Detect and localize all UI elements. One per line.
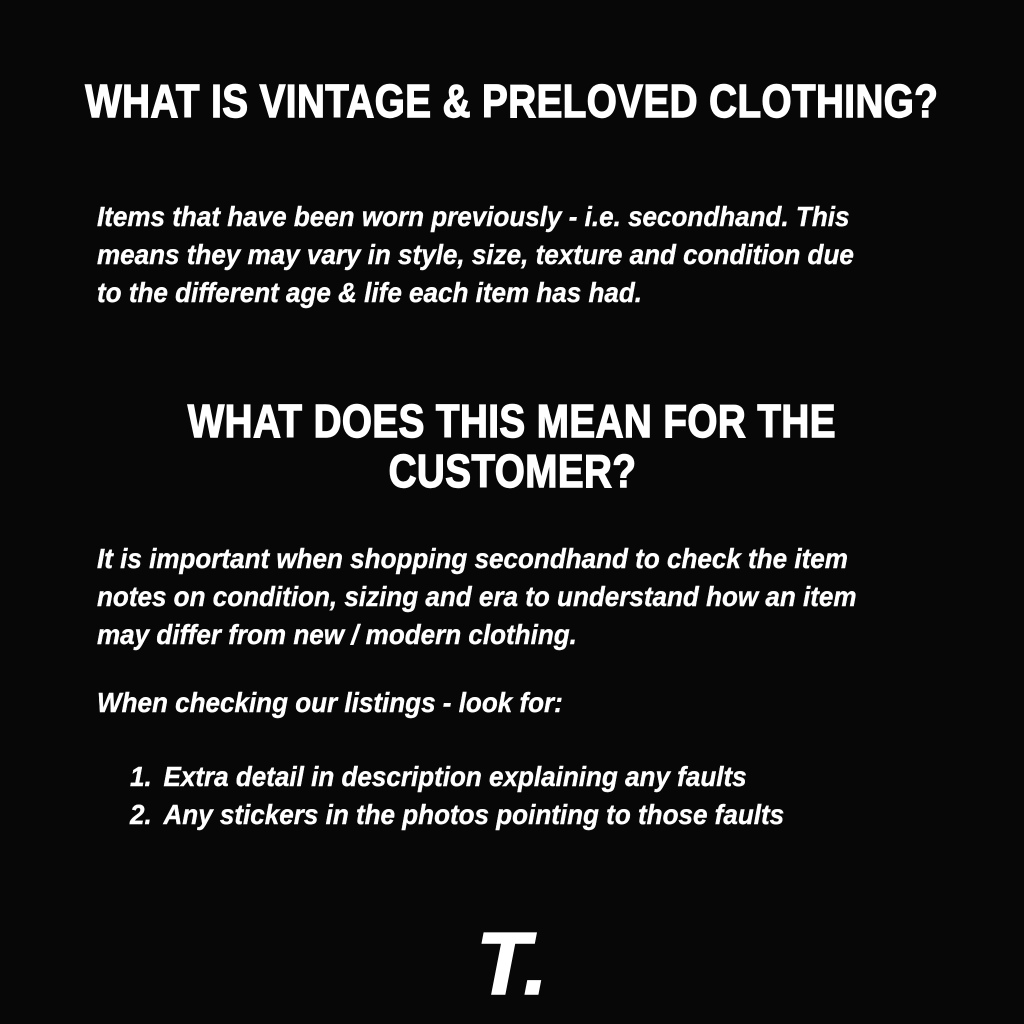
list-intro-text: When checking our listings - look for:: [97, 687, 563, 718]
paragraph-line: Items that have been worn previously - i.e. secondhand. This: [97, 201, 850, 232]
paragraph-line: to the different age & life each item has had.: [97, 277, 643, 308]
list-text: Any stickers in the photos pointing to those faults: [163, 799, 785, 830]
intro-paragraph: [97, 198, 959, 312]
list-number: 1.: [130, 761, 152, 792]
list-item: [130, 796, 961, 834]
checklist: [130, 758, 961, 834]
customer-section-title-line: WHAT DOES THIS MEAN FOR THE: [187, 395, 837, 447]
brand-logo-text: T.: [476, 914, 548, 1013]
paragraph-line: It is important when shopping secondhand to check the item: [97, 543, 848, 574]
customer-section-title: [0, 396, 1024, 496]
customer-paragraph: [97, 540, 959, 654]
main-title: [0, 76, 1024, 126]
main-title-text: WHAT IS VINTAGE & PRELOVED CLOTHING?: [85, 75, 939, 127]
brand-logo: [0, 914, 1024, 1013]
customer-section-title-line: CUSTOMER?: [388, 445, 636, 497]
paragraph-line: means they may vary in style, size, texture and condition due: [97, 239, 854, 270]
list-intro: [97, 684, 959, 722]
paragraph-line: may differ from new / modern clothing.: [97, 619, 577, 650]
paragraph-line: notes on condition, sizing and era to understand how an item: [97, 581, 857, 612]
list-number: 2.: [130, 799, 152, 830]
list-item: [130, 758, 961, 796]
list-text: Extra detail in description explaining any faults: [163, 761, 747, 792]
